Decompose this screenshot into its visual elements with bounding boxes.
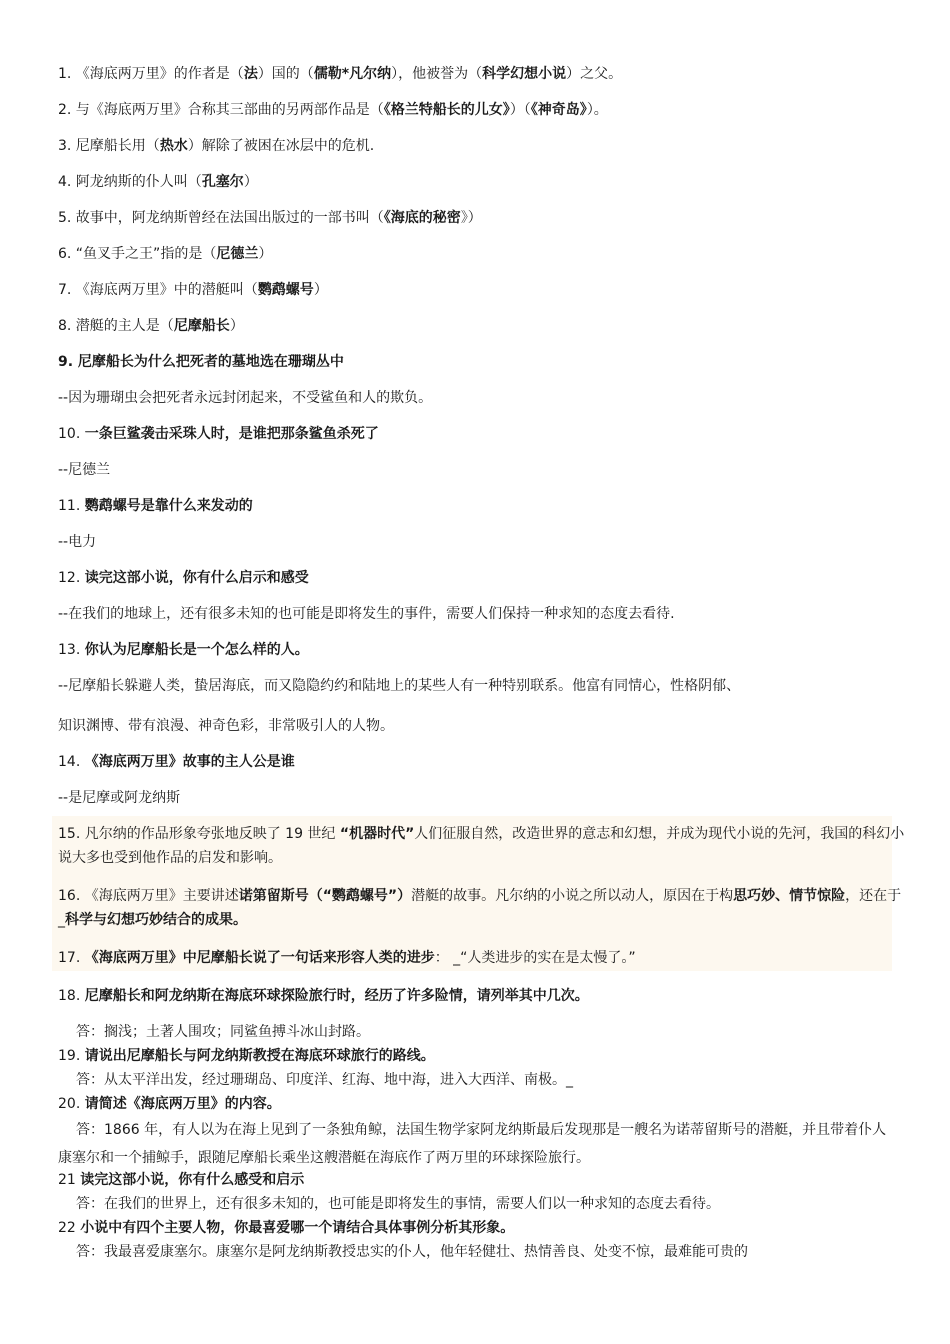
q20-question: 20. 请简述《海底两万里》的内容。 xyxy=(58,1096,281,1112)
q21-answer: 答：在我们的世界上，还有很多未知的，也可能是即将发生的事情，需要人们以一种求知的态度去看待。 xyxy=(76,1196,720,1212)
q9-question: 9. 尼摩船长为什么把死者的墓地选在珊瑚丛中 xyxy=(58,354,344,370)
q11-question: 11. 鹦鹉螺号是靠什么来发动的 xyxy=(58,498,253,514)
q5-line: 5. 故事中，阿龙纳斯曾经在法国出版过的一部书叫（《海底的秘密》） xyxy=(58,210,482,226)
q6-line: 6. “鱼叉手之王”指的是（尼德兰） xyxy=(58,246,273,262)
q1-line: 1. 《海底两万里》的作者是（法）国的（儒勒*凡尔纳），他被誉为（科学幻想小说）之父。 xyxy=(58,66,623,82)
q4-line: 4. 阿龙纳斯的仆人叫（孔塞尔） xyxy=(58,174,258,190)
q13-answer-line1: --尼摩船长躲避人类，蛰居海底，而又隐隐约约和陆地上的某些人有一种特别联系。他富有同情心，性格阴郁、 xyxy=(58,678,741,694)
q17-line: 17. 《海底两万里》中尼摩船长说了一句话来形容人类的进步： _“人类进步的实在是太慢了。” xyxy=(58,950,636,966)
q10-question: 10. 一条巨鲨袭击采珠人时，是谁把那条鲨鱼杀死了 xyxy=(58,426,379,442)
q2-line: 2. 与《海底两万里》合称其三部曲的另两部作品是（《格兰特船长的儿女》）（《神奇岛》）。 xyxy=(58,102,608,118)
q22-answer: 答：我最喜爱康塞尔。康塞尔是阿龙纳斯教授忠实的仆人，他年轻健壮、热情善良、处变不惊，最难能可贵的 xyxy=(76,1244,748,1260)
q9-answer: --因为珊瑚虫会把死者永远封闭起来，不受鲨鱼和人的欺负。 xyxy=(58,390,433,406)
q19-question: 19. 请说出尼摩船长与阿龙纳斯教授在海底环球旅行的路线。 xyxy=(58,1048,435,1064)
q15-paragraph: 15. 凡尔纳的作品形象夸张地反映了 19 世纪 “机器时代”人们征服自然，改造世界的意志和幻想，并成为现代小说的先河，我国的科幻小说大多也受到他作品的启发和影响。 xyxy=(58,826,905,866)
q13-question: 13. 你认为尼摩船长是一个怎么样的人。 xyxy=(58,642,309,658)
q18-answer: 答：搁浅；土著人围攻；同鲨鱼搏斗冰山封路。 xyxy=(76,1024,370,1040)
q13-answer-line2: 知识渊博、带有浪漫、神奇色彩，非常吸引人的人物。 xyxy=(58,718,394,734)
q16-paragraph: 16. 《海底两万里》主要讲述诺第留斯号（“鹦鹉螺号”）潜艇的故事。凡尔纳的小说之所以动人，原因在于构思巧妙、情节惊险，还在于 _科学与幻想巧妙结合的成果。 xyxy=(58,888,902,928)
q20-answer: 答：1866 年，有人以为在海上见到了一条独角鲸，法国生物学家阿龙纳斯最后发现那是一艘名为诺蒂留斯号的潜艇，并且带着仆人康塞尔和一个捕鲸手，跟随尼摩船长乘坐这艘潜艇在海底作了两万里的环球探险旅行。 xyxy=(58,1122,887,1166)
q12-question: 12. 读完这部小说，你有什么启示和感受 xyxy=(58,570,309,586)
q3-line: 3. 尼摩船长用（热水）解除了被困在冰层中的危机. xyxy=(58,138,375,154)
q11-answer: --电力 xyxy=(58,534,97,550)
q12-answer: --在我们的地球上，还有很多未知的也可能是即将发生的事件，需要人们保持一种求知的态度去看待. xyxy=(58,606,675,622)
q19-answer: 答：从太平洋出发，经过珊瑚岛、印度洋、红海、地中海，进入大西洋、南极。_ xyxy=(76,1072,573,1088)
q22-question: 22 小说中有四个主要人物，你最喜爱哪一个请结合具体事例分析其形象。 xyxy=(58,1220,515,1236)
q8-line: 8. 潜艇的主人是（尼摩船长） xyxy=(58,318,244,334)
q14-answer: --是尼摩或阿龙纳斯 xyxy=(58,790,181,806)
q18-question: 18. 尼摩船长和阿龙纳斯在海底环球探险旅行时，经历了许多险情，请列举其中几次。 xyxy=(58,988,589,1004)
q7-line: 7. 《海底两万里》中的潜艇叫（鹦鹉螺号） xyxy=(58,282,328,298)
q10-answer: --尼德兰 xyxy=(58,462,111,478)
q21-question: 21 读完这部小说，你有什么感受和启示 xyxy=(58,1172,305,1188)
q14-question: 14. 《海底两万里》故事的主人公是谁 xyxy=(58,754,295,770)
